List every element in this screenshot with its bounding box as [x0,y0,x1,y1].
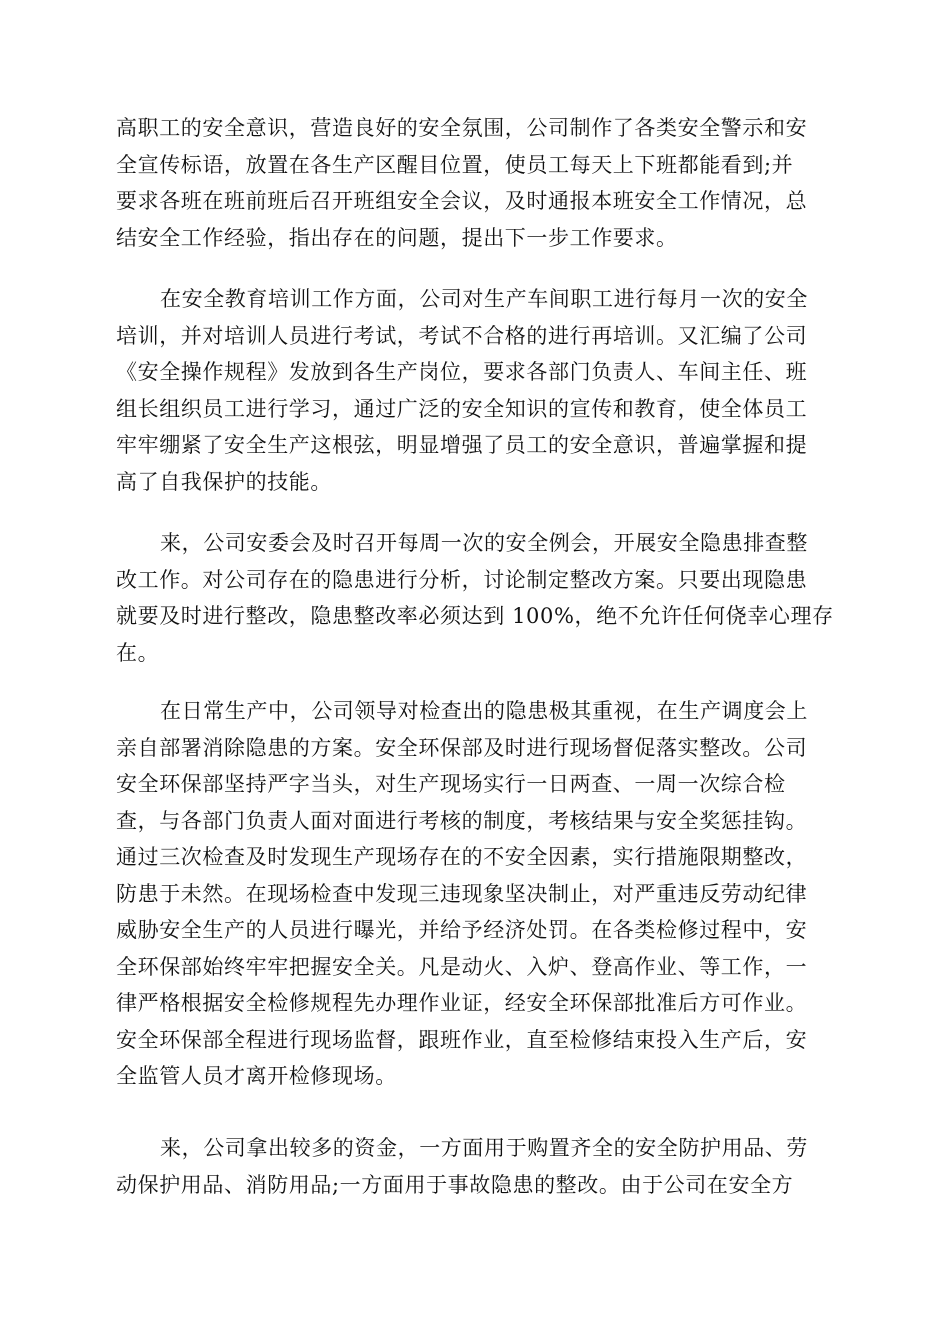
paragraph-4 [116,693,836,1095]
paragraph-line: 查，与各部门负责人面对面进行考核的制度，考核结果与安全奖惩挂钩。 [116,808,808,833]
paragraph-line: 培训，并对培训人员进行考试，考试不合格的进行再培训。又汇编了公司 [116,323,808,348]
paragraph-line: 安全环保部坚持严字当头，对生产现场实行一日两查、一周一次综合检 [116,772,786,796]
paragraph-line: 动保护用品、消防用品;一方面用于事故隐患的整改。由于公司在安全方 [116,1172,794,1197]
paragraph-line: 要求各班在班前班后召开班组安全会议，及时通报本班安全工作情况，总 [116,189,808,213]
paragraph-2 [116,281,836,500]
paragraph-line: 在。 [116,640,160,665]
paragraph-line: 通过三次检查及时发现生产现场存在的不安全因素，实行措施限期整改， [116,845,808,869]
paragraph-line: 来，公司安委会及时召开每周一次的安全例会，开展安全隐患排查整 [160,531,808,555]
paragraph-line: 律严格根据安全检修规程先办理作业证，经安全环保部批准后方可作业。 [116,991,808,1015]
paragraph-line: 安全环保部全程进行现场监督，跟班作业，直至检修结束投入生产后，安 [116,1027,808,1052]
paragraph-1 [116,110,836,256]
paragraph-line: 全环保部始终牢牢把握安全关。凡是动火、入炉、登高作业、等工作，一 [116,954,808,979]
paragraph-line: 改工作。对公司存在的隐患进行分析，讨论制定整改方案。只要出现隐患 [116,567,808,592]
paragraph-line: 结安全工作经验，指出存在的问题，提出下一步工作要求。 [116,225,678,250]
paragraph-line: 防患于未然。在现场检查中发现三违现象坚决制止，对严重违反劳动纪律 [116,881,808,906]
paragraph-line: 全宣传标语，放置在各生产区醒目位置，使员工每天上下班都能看到;并 [116,152,794,177]
paragraph-line: 威胁安全生产的人员进行曝光，并给予经济处罚。在各类检修过程中，安 [116,918,808,942]
paragraph-line: 就要及时进行整改，隐患整改率必须达到 100%，绝不允许任何侥幸心理存 [116,604,834,628]
paragraph-line: 全监管人员才离开检修现场。 [116,1064,397,1088]
paragraph-line: 高职工的安全意识，营造良好的安全氛围，公司制作了各类安全警示和安 [116,116,808,140]
paragraph-3 [116,525,836,671]
paragraph-line: 在日常生产中，公司领导对检查出的隐患极其重视，在生产调度会上 [160,699,808,723]
paragraph-line: 来，公司拿出较多的资金，一方面用于购置齐全的安全防护用品、劳 [160,1136,808,1160]
paragraph-line: 在安全教育培训工作方面，公司对生产车间职工进行每月一次的安全 [160,287,808,311]
paragraph-line: 高了自我保护的技能。 [116,469,332,494]
paragraph-line: 牢牢绷紧了安全生产这根弦，明显增强了员工的安全意识，普遍掌握和提 [116,433,808,457]
paragraph-line: 《安全操作规程》发放到各生产岗位，要求各部门负责人、车间主任、班 [116,360,808,384]
paragraph-line: 亲自部署消除隐患的方案。安全环保部及时进行现场督促落实整改。公司 [116,735,808,760]
paragraph-line: 组长组织员工进行学习，通过广泛的安全知识的宣传和教育，使全体员工 [116,396,808,421]
paragraph-5 [116,1130,836,1203]
